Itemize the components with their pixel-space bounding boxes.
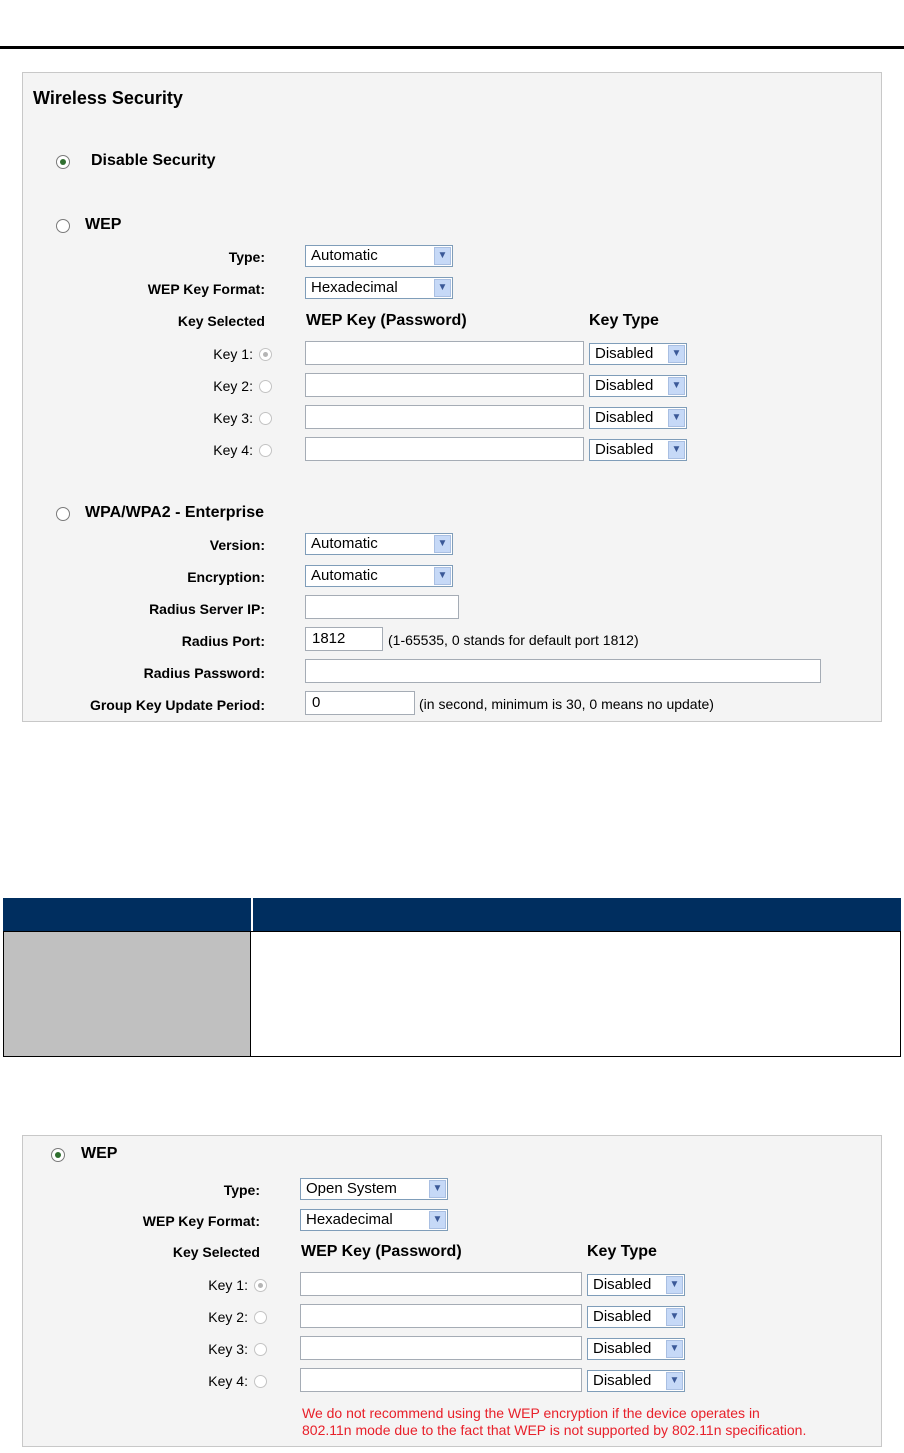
key-2-input[interactable] (300, 1304, 582, 1328)
wep-label: WEP (81, 1145, 118, 1162)
chevron-down-icon[interactable]: ▼ (666, 1340, 683, 1358)
chevron-down-icon[interactable]: ▼ (668, 409, 685, 427)
key-selected-header: Key Selected (177, 313, 265, 329)
key-3-type-select[interactable] (587, 1338, 685, 1360)
encryption-select[interactable] (305, 565, 453, 587)
key-2-input[interactable] (305, 373, 584, 397)
key-1-label: Key 1: (213, 346, 253, 362)
group-key-update-label: Group Key Update Period: (89, 697, 265, 713)
version-label: Version: (209, 537, 265, 553)
key-4-label: Key 4: (213, 442, 253, 458)
wep-warning-line-1: We do not recommend using the WEP encryption if the device operates in (302, 1405, 760, 1421)
key-3-type-value: Disabled (593, 1340, 652, 1357)
key-2-type-value: Disabled (595, 377, 654, 394)
table-header-divider (251, 898, 253, 931)
key-1-input[interactable] (305, 341, 584, 365)
chevron-down-icon[interactable]: ▼ (668, 377, 685, 395)
radius-password-label: Radius Password: (143, 665, 265, 681)
wep-key-format-label: WEP Key Format: (147, 281, 265, 297)
radius-port-input[interactable]: 1812 (305, 627, 383, 651)
chevron-down-icon[interactable]: ▼ (429, 1211, 446, 1229)
key-2-radio[interactable] (254, 1311, 267, 1324)
key-1-radio[interactable] (254, 1279, 267, 1292)
key-4-input[interactable] (305, 437, 584, 461)
wep-settings-panel (22, 1135, 882, 1447)
type-select[interactable] (300, 1178, 448, 1200)
key-type-header: Key Type (589, 312, 659, 329)
chevron-down-icon[interactable]: ▼ (666, 1308, 683, 1326)
disable-security-label: Disable Security (91, 152, 216, 169)
wep-key-header: WEP Key (Password) (306, 312, 467, 329)
group-key-update-input[interactable]: 0 (305, 691, 415, 715)
chevron-down-icon[interactable]: ▼ (666, 1372, 683, 1390)
wep-radio-selected[interactable] (51, 1148, 65, 1162)
panel-title: Wireless Security (33, 88, 183, 108)
key-1-type-value: Disabled (595, 345, 654, 362)
encryption-label: Encryption: (187, 569, 265, 585)
key-2-type-value: Disabled (593, 1308, 652, 1325)
wep-key-format-label: WEP Key Format: (142, 1213, 260, 1229)
key-1-type-value: Disabled (593, 1276, 652, 1293)
key-1-type-select[interactable] (587, 1274, 685, 1296)
key-2-label: Key 2: (213, 378, 253, 394)
key-4-radio[interactable] (259, 444, 272, 457)
radius-port-hint: (1-65535, 0 stands for default port 1812) (388, 632, 639, 648)
key-3-label: Key 3: (213, 410, 253, 426)
key-3-input[interactable] (305, 405, 584, 429)
chevron-down-icon[interactable]: ▼ (668, 441, 685, 459)
key-4-type-select[interactable] (589, 439, 687, 461)
version-select[interactable] (305, 533, 453, 555)
wep-key-format-select[interactable] (305, 277, 453, 299)
version-select-value: Automatic (311, 535, 378, 552)
radius-server-ip-input[interactable] (305, 595, 459, 619)
key-type-header: Key Type (587, 1243, 657, 1260)
wep-key-format-select[interactable] (300, 1209, 448, 1231)
type-label: Type: (228, 249, 265, 265)
type-label: Type: (223, 1182, 260, 1198)
disable-security-radio[interactable] (56, 155, 70, 169)
chevron-down-icon[interactable]: ▼ (434, 535, 451, 553)
chevron-down-icon[interactable]: ▼ (429, 1180, 446, 1198)
key-3-type-value: Disabled (595, 409, 654, 426)
key-1-label: Key 1: (208, 1277, 248, 1293)
key-4-type-select[interactable] (587, 1370, 685, 1392)
page-top-rule (0, 46, 904, 49)
chevron-down-icon[interactable]: ▼ (434, 247, 451, 265)
wep-warning-line-2: 802.11n mode due to the fact that WEP is not supported by 802.11n specification. (302, 1422, 807, 1438)
key-4-input[interactable] (300, 1368, 582, 1392)
radius-server-ip-label: Radius Server IP: (149, 601, 265, 617)
key-3-input[interactable] (300, 1336, 582, 1360)
key-4-type-value: Disabled (595, 441, 654, 458)
wep-radio[interactable] (56, 219, 70, 233)
group-key-update-hint: (in second, minimum is 30, 0 means no update) (419, 696, 714, 712)
wep-key-format-value: Hexadecimal (306, 1211, 393, 1228)
key-1-radio[interactable] (259, 348, 272, 361)
key-3-radio[interactable] (259, 412, 272, 425)
wep-label: WEP (85, 216, 122, 233)
table-left-cell (3, 931, 251, 1057)
wpa-enterprise-label: WPA/WPA2 - Enterprise (85, 504, 264, 521)
wep-key-header: WEP Key (Password) (301, 1243, 462, 1260)
key-3-label: Key 3: (208, 1341, 248, 1357)
radius-password-input[interactable] (305, 659, 821, 683)
type-select-value: Open System (306, 1180, 397, 1197)
chevron-down-icon[interactable]: ▼ (668, 345, 685, 363)
key-3-radio[interactable] (254, 1343, 267, 1356)
key-3-type-select[interactable] (589, 407, 687, 429)
key-4-radio[interactable] (254, 1375, 267, 1388)
key-4-label: Key 4: (208, 1373, 248, 1389)
key-1-input[interactable] (300, 1272, 582, 1296)
radius-port-label: Radius Port: (181, 633, 265, 649)
chevron-down-icon[interactable]: ▼ (666, 1276, 683, 1294)
type-select[interactable] (305, 245, 453, 267)
wpa-enterprise-radio[interactable] (56, 507, 70, 521)
key-2-type-select[interactable] (589, 375, 687, 397)
wep-key-format-value: Hexadecimal (311, 279, 398, 296)
key-2-type-select[interactable] (587, 1306, 685, 1328)
key-4-type-value: Disabled (593, 1372, 652, 1389)
key-selected-header: Key Selected (172, 1244, 260, 1260)
key-2-radio[interactable] (259, 380, 272, 393)
encryption-select-value: Automatic (311, 567, 378, 584)
table-header-row (3, 898, 901, 931)
key-1-type-select[interactable] (589, 343, 687, 365)
wireless-security-panel (22, 72, 882, 722)
chevron-down-icon[interactable]: ▼ (434, 279, 451, 297)
table-right-cell (250, 931, 901, 1057)
chevron-down-icon[interactable]: ▼ (434, 567, 451, 585)
type-select-value: Automatic (311, 247, 378, 264)
key-2-label: Key 2: (208, 1309, 248, 1325)
